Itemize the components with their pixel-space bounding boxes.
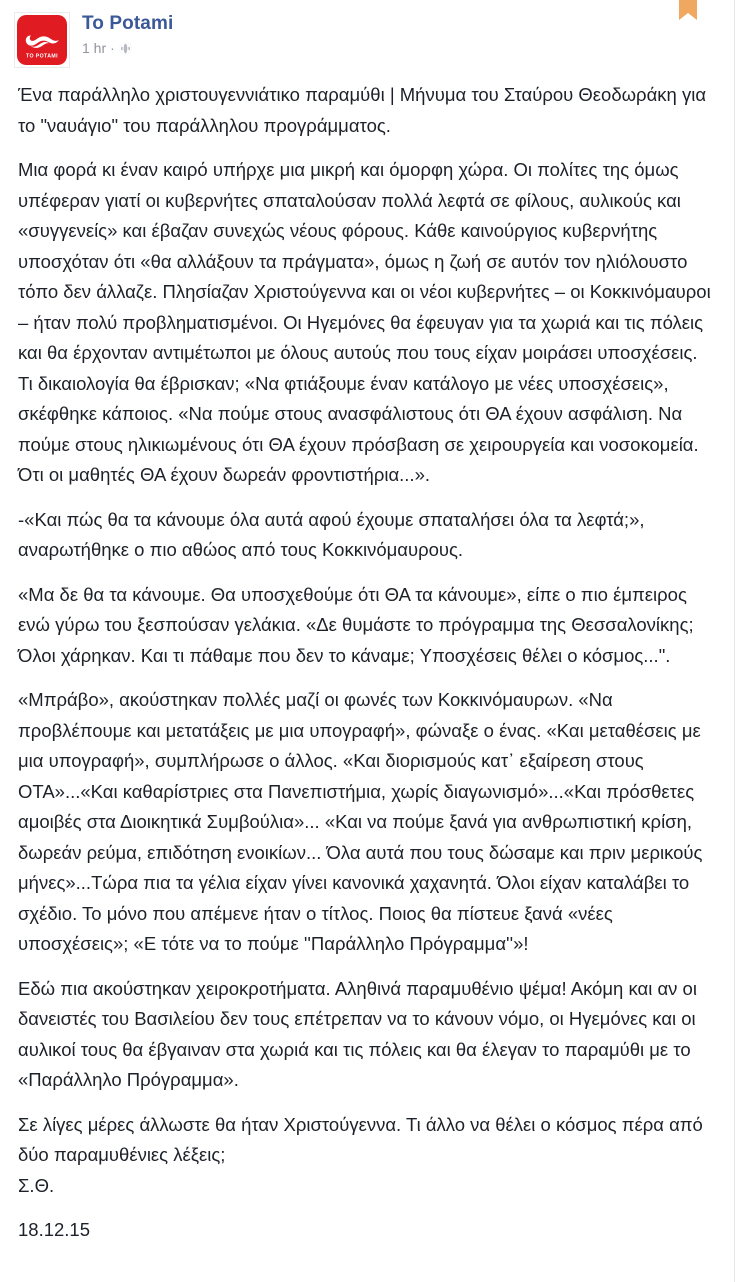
post-date: 18.12.15 <box>18 1219 91 1240</box>
globe-icon[interactable] <box>119 42 132 55</box>
svg-text:TO POTAMI: TO POTAMI <box>26 53 58 60</box>
post-header-text <box>82 12 173 56</box>
post-paragraph: Σε λίγες μέρες άλλωστε θα ήταν Χριστούγεννα. Τι άλλο να θέλει ο κόσμος πέρα από δύο παραμυθένιες λέξεις; <box>18 1113 703 1165</box>
post-paragraph: -«Και πώς θα τα κάνουμε όλα αυτά αφού έχουμε σπαταλήσει όλα τα λεφτά;», αναρωτήθηκε ο πιο αθώος από τους Κοκκινόμαυρους. <box>18 508 645 560</box>
meta-separator: · <box>110 40 115 56</box>
post-message-body <box>0 72 734 1246</box>
post-paragraph: Ένα παράλληλο χριστουγεννιάτικο παραμύθι | Μήνυμα του Σταύρου Θεοδωράκη για το "ναυάγιο" του παράλληλου προγράμματος. <box>18 84 707 136</box>
post-paragraph: «Μπράβο», ακούστηκαν πολλές μαζί οι φωνές των Κοκκινόμαυρων. «Να προβλέπουμε και μετατάξεις με μια υπογραφή», φώναξε ο ένας. «Και μεταθέσεις με μια υπογραφή», συμπλήρωσε ο άλλος. «Και διορισμούς κατ᾽ εξαίρεση στους ΟΤΑ»...«Και καθαρίστριες στα Πανεπιστήμια, χωρίς διαγωνισμό»...«Και πρόσθετες αμοιβές στα Διοικητικά Συμβούλια»... «Και να πούμε ξανά για ανθρωπιστική κρίση, δωρεάν ρεύμα, επιδότηση ενοικίων... Όλα αυτά που τους δώσαμε και πριν μερικούς μήνες»...Τώρα πια τα γέλια είχαν γίνει κανονικά χαχανητά. Όλοι είχαν καταλάβει το σχέδιο. Το μόνο που απέμενε ήταν ο τίτλος. Ποιος θα πίστευε ξανά «νέες υποσχέσεις»; «Ε τότε να το πούμε ''Παράλληλο Πρόγραμμα''»! <box>18 689 703 954</box>
post-timestamp[interactable]: 1 hr <box>82 40 107 56</box>
page-name-link[interactable]: To Potami <box>82 13 174 34</box>
to-potami-logo-icon <box>17 15 67 65</box>
post-paragraph: Μια φορά κι έναν καιρό υπήρχε μια μικρή και όμορφη χώρα. Οι πολίτες της όμως υπέφεραν γιατί οι κυβερνήτες σπαταλούσαν πολλά λεφτά σε φίλους, αυλικούς και «συγγενείς» και έβαζαν συνεχώς νέους φόρους. Κάθε καινούργιος κυβερνήτης υποσχόταν ότι «θα αλλάξουν τα πράγματα», όμως η ζωή σε αυτόν τον ηλιόλουστο τόπο δεν άλλαζε. Πλησίαζαν Χριστούγεννα και οι νέοι κυβερνήτες – οι Κοκκινόμαυροι – ήταν πολύ προβληματισμένοι. Οι Ηγεμόνες θα έφευγαν για τα χωριά και τις πόλεις και θα έρχονταν αντιμέτωποι με όλους αυτούς που τους είχαν μοιράσει υποσχέσεις. Τι δικαιολογία θα έβρισκαν; «Να φτιάξουμε έναν κατάλογο με νέες υποσχέσεις», σκέφθηκε κάποιος. «Να πούμε στους ανασφάλιστους ότι ΘΑ έχουν ασφάλιση. Να πούμε στους ηλικιωμένους ότι ΘΑ έχουν πρόσβαση σε χειρουργεία και νοσοκομεία. Ότι οι μαθητές ΘΑ έχουν δωρεάν φροντιστήρια...». <box>18 159 711 485</box>
post-header <box>0 0 734 72</box>
avatar[interactable] <box>14 12 70 68</box>
post-paragraph: «Μα δε θα τα κάνουμε. Θα υποσχεθούμε ότι ΘΑ τα κάνουμε», είπε ο πιο έμπειρος ενώ γύρω του ξεσπούσαν γελάκια. «Δε θυμάστε το πρόγραμμα της Θεσσαλονίκης; Όλοι χάρηκαν. Και τι πάθαμε που δεν το κάναμε; Υποσχέσεις θέλει ο κόσμος...". <box>18 583 694 666</box>
post-meta <box>82 40 173 56</box>
post-signature: Σ.Θ. <box>18 1174 55 1196</box>
bookmark-flag-icon[interactable] <box>679 0 697 22</box>
post-paragraph: Εδώ πια ακούστηκαν χειροκροτήματα. Αληθινά παραμυθένιο ψέμα! Ακόμη και αν οι δανειστές του Βασιλείου δεν τους επέτρεπαν να το κάνουν νόμο, οι Ηγεμόνες και οι αυλικοί τους θα έβγαιναν στα χωριά και τις πόλεις και θα έλεγαν το παραμύθι με το «Παράλληλο Πρόγραμμα». <box>18 977 697 1090</box>
